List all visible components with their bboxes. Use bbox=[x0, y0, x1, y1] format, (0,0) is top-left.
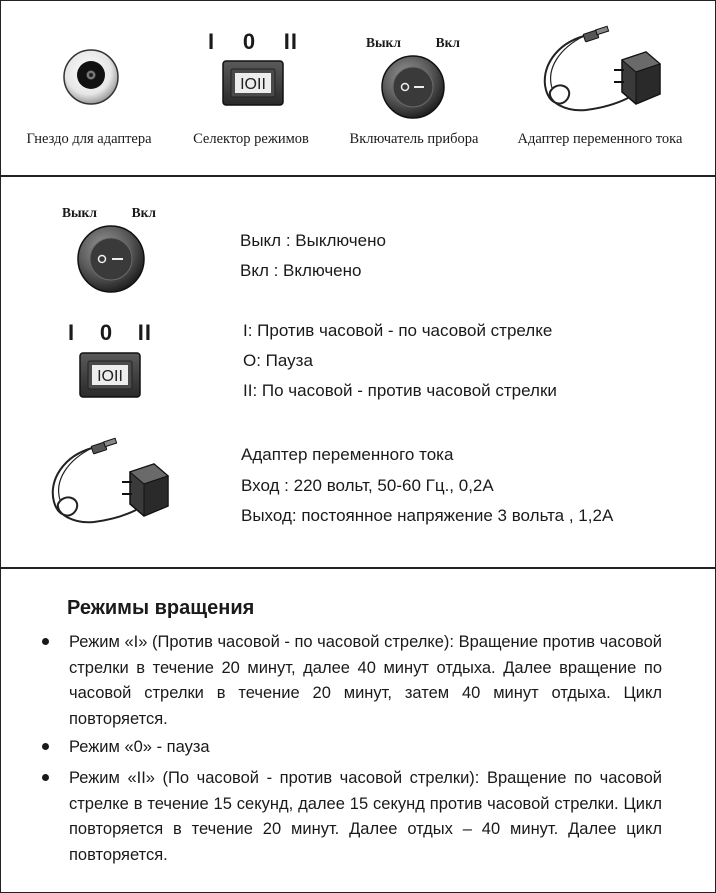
list-item bbox=[42, 630, 662, 734]
adapter-socket-icon bbox=[62, 48, 120, 106]
symbol-I: I bbox=[68, 320, 76, 345]
section-divider bbox=[0, 175, 716, 177]
caption-power-switch: Включатель прибора bbox=[349, 131, 479, 147]
mode-I-text: Режим «I» (Против часовой - по часовой стрелке): Вращение против часовой стрелки в течение 20 минут, далее 40 минут отдыха. Далее вращение по часовой стрелки в течение 20 минут, затем 40 минут отдыха. Цикл повторяется. bbox=[69, 633, 663, 728]
selector-symbols bbox=[208, 29, 298, 55]
label-on: Вкл bbox=[131, 205, 156, 220]
power-labels bbox=[366, 35, 460, 51]
symbol-II: II bbox=[283, 29, 298, 54]
caption-ac-adapter: Адаптер переменного тока bbox=[517, 131, 683, 147]
power-switch-icon bbox=[380, 54, 446, 120]
mode-selector-icon bbox=[79, 352, 141, 398]
modes-title: Режимы вращения bbox=[67, 597, 255, 619]
adapter-title: Адаптер переменного тока bbox=[241, 445, 454, 464]
selector-switch-text: IOII bbox=[240, 76, 266, 93]
adapter-input-spec: Вход : 220 вольт, 50-60 Гц., 0,2А bbox=[241, 476, 494, 495]
adapter-output-spec: Выход: постоянное напряжение 3 вольта , 1,2А bbox=[241, 506, 614, 525]
symbol-0: 0 bbox=[242, 29, 257, 54]
label-off: Выкл bbox=[62, 205, 97, 220]
mode-selector-icon bbox=[222, 60, 284, 106]
caption-mode-selector: Селектор режимов bbox=[193, 131, 309, 147]
symbol-I: I bbox=[208, 29, 216, 54]
mode-II-text: Режим «II» (По часовой - против часовой стрелки): Вращение по часовой стрелке в течение 15 секунд, далее 15 секунд против часовой стрелки. Цикл повторяется в течение 20 минут. Далее отдых – 40 минут. Далее цикл повторяется. bbox=[69, 769, 662, 864]
ac-adapter-icon bbox=[536, 24, 666, 120]
power-off-description: Выкл : Выключено bbox=[240, 231, 386, 250]
bullet-icon bbox=[42, 743, 49, 750]
power-on-description: Вкл : Включено bbox=[240, 261, 362, 280]
selector-mode-I-description: I: Против часовой - по часовой стрелке bbox=[243, 321, 553, 340]
selector-mode-II-description: II: По часовой - против часовой стрелки bbox=[243, 381, 557, 400]
mode-0-text: Режим «0» - пауза bbox=[69, 738, 210, 756]
selector-switch-text: IOII bbox=[97, 368, 123, 385]
section-divider bbox=[0, 567, 716, 569]
caption-adapter-socket: Гнездо для адаптера bbox=[26, 131, 152, 147]
ac-adapter-icon bbox=[44, 432, 174, 532]
symbol-II: II bbox=[137, 320, 152, 345]
power-switch-icon bbox=[76, 224, 146, 294]
legend-power-labels bbox=[62, 205, 156, 221]
legend-selector-symbols bbox=[68, 320, 152, 346]
list-item bbox=[42, 766, 662, 870]
bullet-icon bbox=[42, 638, 49, 645]
bullet-icon bbox=[42, 774, 49, 781]
label-on: Вкл bbox=[435, 35, 460, 50]
symbol-0: 0 bbox=[99, 320, 114, 345]
label-off: Выкл bbox=[366, 35, 401, 50]
list-item bbox=[42, 735, 662, 763]
selector-mode-0-description: O: Пауза bbox=[243, 351, 313, 370]
